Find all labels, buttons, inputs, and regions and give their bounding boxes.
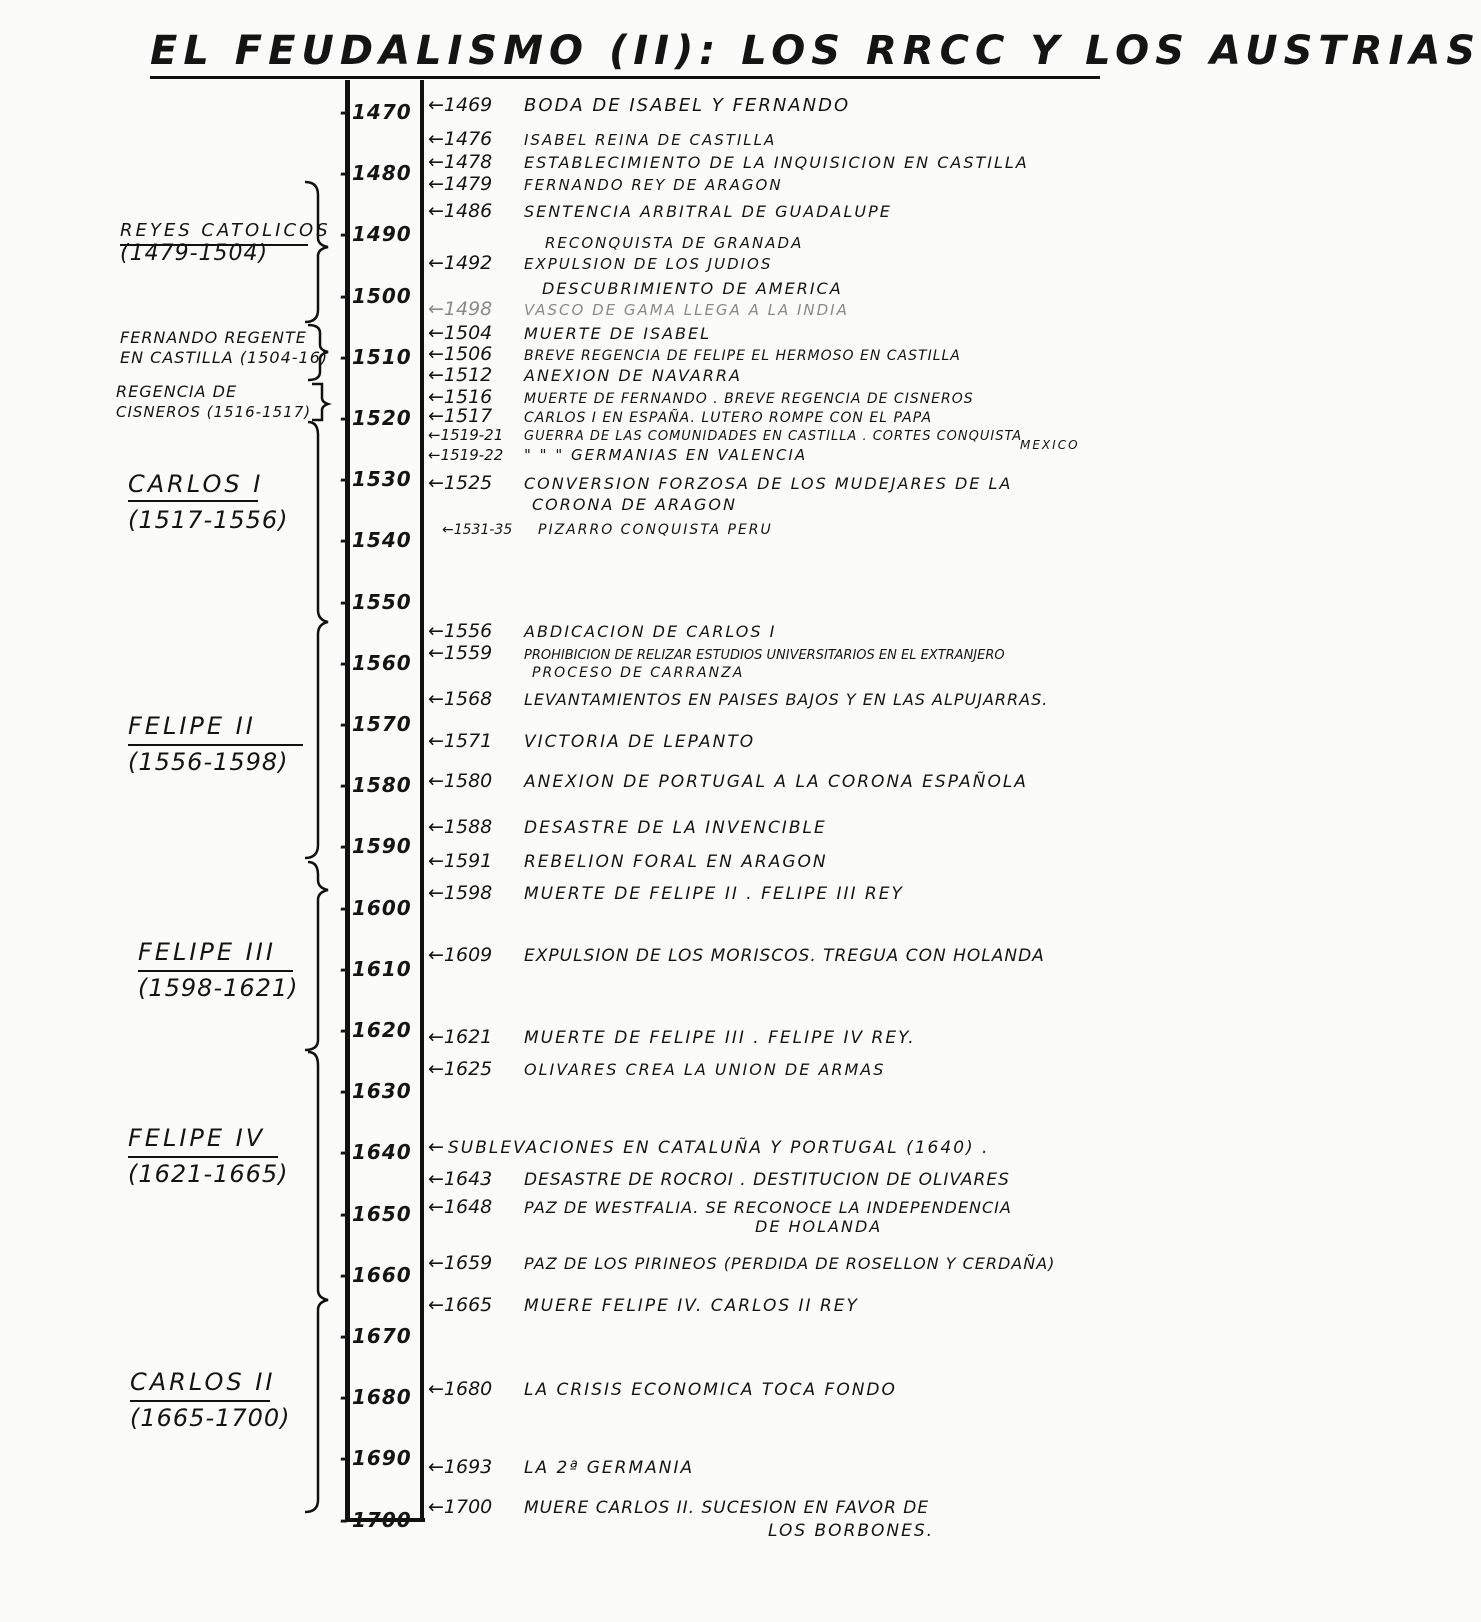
ruler-carlos-i — [128, 470, 368, 534]
decade-label: - 1600 — [342, 896, 424, 920]
event-year: ←1516 — [428, 386, 493, 408]
ruler-name: FELIPE III — [138, 938, 276, 966]
event-year: ←1525 — [428, 472, 493, 494]
event-year: ←1643 — [428, 1168, 493, 1190]
event-year: ←1571 — [428, 730, 493, 752]
event-text: REBELION FORAL EN ARAGON — [524, 852, 828, 872]
event-year: ←1559 — [428, 642, 493, 664]
ruler-name: CARLOS I — [128, 470, 264, 498]
decade-label: - 1470 — [342, 100, 424, 124]
event-1609 — [428, 944, 1045, 967]
event-text: SENTENCIA ARBITRAL DE GUADALUPE — [524, 202, 892, 221]
event-1693 — [428, 1456, 694, 1479]
ruler-dates: (1665-1700) — [130, 1404, 291, 1432]
ruler-name: REYES CATOLICOS — [120, 220, 331, 241]
event-text: CARLOS I EN ESPAÑA. LUTERO ROMPE CON EL PAPA — [524, 410, 933, 426]
event-year: ←1693 — [428, 1456, 493, 1478]
event-year: ←1588 — [428, 816, 493, 838]
event-year: ←1659 — [428, 1252, 493, 1274]
event-year: ←1531-35 — [442, 522, 513, 538]
event-text: PAZ DE WESTFALIA. SE RECONOCE LA INDEPENDENCIA — [524, 1198, 1012, 1217]
event-1486 — [428, 200, 892, 223]
ruler-dates: (1621-1665) — [128, 1160, 289, 1188]
ruler-underline — [128, 500, 258, 502]
ruler-reyes-catolicos — [120, 220, 360, 266]
event-text: DESASTRE DE ROCROI . DESTITUCION DE OLIVARES — [524, 1170, 1010, 1190]
event-year: ←1486 — [428, 200, 493, 222]
ruler-dates: CISNEROS (1516-1517) — [116, 403, 312, 421]
event-year: ←1512 — [428, 364, 493, 386]
event-continuation: DE HOLANDA — [755, 1217, 883, 1236]
event-text: LA 2ª GERMANIA — [524, 1458, 695, 1478]
event-1643 — [428, 1168, 1010, 1191]
decade-label: - 1690 — [342, 1446, 424, 1470]
ruler-dates: (1517-1556) — [128, 506, 289, 534]
event-year: ←1609 — [428, 944, 493, 966]
event-1588 — [428, 816, 827, 839]
decade-label: - 1650 — [342, 1202, 424, 1226]
event-1665 — [428, 1294, 859, 1317]
event-text: VASCO DE GAMA LLEGA A LA INDIA — [524, 301, 849, 319]
event-year: ←1469 — [428, 94, 493, 116]
event-1659 — [428, 1252, 1055, 1275]
decade-label: - 1520 — [342, 406, 424, 430]
event-1598 — [428, 882, 904, 905]
event-text: BODA DE ISABEL Y FERNANDO — [524, 95, 851, 116]
event-continuation: RECONQUISTA DE GRANADA — [545, 234, 804, 252]
event-text: ANEXION DE PORTUGAL A LA CORONA ESPAÑOLA — [524, 772, 1028, 792]
ruler-underline — [138, 970, 293, 972]
ruler-dates: EN CASTILLA (1504-16) — [120, 348, 329, 367]
event-year: ←1478 — [428, 151, 493, 173]
event-1479 — [428, 173, 783, 196]
event-1700 — [428, 1496, 929, 1519]
event-year: ←1700 — [428, 1496, 493, 1518]
event-1571 — [428, 730, 755, 753]
event-year: ←1517 — [428, 405, 493, 427]
event-1591 — [428, 850, 828, 873]
event-year: ←1665 — [428, 1294, 493, 1316]
ruler-name: FERNANDO REGENTE — [120, 328, 307, 347]
decade-label: - 1620 — [342, 1018, 424, 1042]
decade-label: - 1560 — [342, 651, 424, 675]
decade-label: - 1660 — [342, 1263, 424, 1287]
event-year: ←1498 — [428, 298, 493, 320]
event-1648 — [428, 1196, 1012, 1219]
event-1621 — [428, 1026, 916, 1049]
event-1625 — [428, 1058, 885, 1081]
decade-label: - 1570 — [342, 712, 424, 736]
event-text: PAZ DE LOS PIRINEOS (PERDIDA DE ROSELLON Y CERDAÑA) — [524, 1254, 1056, 1273]
event-1478 — [428, 151, 1029, 174]
event-1580 — [428, 770, 1028, 793]
ruler-regencia-cisneros — [116, 382, 356, 422]
event-1498 — [428, 298, 849, 321]
event-year: ←1591 — [428, 850, 493, 872]
event-year: ←1598 — [428, 882, 493, 904]
ruler-underline — [128, 1156, 278, 1158]
ruler-name: REGENCIA DE — [116, 382, 238, 401]
event-1568 — [428, 688, 1048, 711]
event-year: ←1680 — [428, 1378, 493, 1400]
ruler-name: FELIPE IV — [128, 1124, 266, 1152]
decade-label: - 1530 — [342, 467, 424, 491]
event-text: BREVE REGENCIA DE FELIPE EL HERMOSO EN CASTILLA — [524, 348, 961, 364]
event-text: PROHIBICION DE RELIZAR ESTUDIOS UNIVERSITARIOS EN EL EXTRANJERO — [524, 648, 1005, 663]
event-1469 — [428, 94, 850, 117]
event-1680 — [428, 1378, 897, 1401]
event-1519-22 — [428, 444, 807, 466]
event-text: SUBLEVACIONES EN CATALUÑA Y PORTUGAL (1640) . — [448, 1138, 990, 1158]
event-text: MUERE CARLOS II. SUCESION EN FAVOR DE — [524, 1498, 930, 1518]
ruler-name: FELIPE II — [128, 712, 256, 740]
ruler-dates: (1556-1598) — [128, 748, 289, 776]
event-continuation: LOS BORBONES. — [768, 1521, 935, 1541]
event-text: MUERTE DE FERNANDO . BREVE REGENCIA DE CISNEROS — [524, 391, 974, 407]
event-year: ←1492 — [428, 252, 493, 274]
event-text: " " " GERMANIAS EN VALENCIA — [524, 446, 808, 464]
decade-label: - 1550 — [342, 590, 424, 614]
event-year: ←1519-22 — [428, 446, 504, 464]
event-1504 — [428, 322, 711, 345]
event-year: ←1506 — [428, 343, 493, 365]
event-text: MUERE FELIPE IV. CARLOS II REY — [524, 1296, 859, 1316]
decade-label: - 1510 — [342, 345, 424, 369]
event-year: ←1556 — [428, 620, 493, 642]
decade-label: - 1640 — [342, 1140, 424, 1164]
event-text: DESASTRE DE LA INVENCIBLE — [524, 818, 827, 838]
decade-label: - 1500 — [342, 284, 424, 308]
event-continuation: DESCUBRIMIENTO DE AMERICA — [542, 279, 843, 298]
event-text: MUERTE DE ISABEL — [524, 324, 712, 343]
event-text: GUERRA DE LAS COMUNIDADES EN CASTILLA . CORTES CONQUISTA — [524, 429, 1023, 444]
decade-label: - 1490 — [342, 222, 424, 246]
ruler-underline — [130, 1400, 270, 1402]
decade-label: - 1680 — [342, 1385, 424, 1409]
decade-label: - 1630 — [342, 1079, 424, 1103]
event-text: LA CRISIS ECONOMICA TOCA FONDO — [524, 1380, 897, 1400]
event-year: ← — [428, 1136, 444, 1158]
event-1512 — [428, 364, 742, 387]
decade-label: - 1540 — [342, 528, 424, 552]
event-continuation: MEXICO — [1020, 438, 1080, 452]
event-text: OLIVARES CREA LA UNION DE ARMAS — [524, 1060, 886, 1079]
decade-label: - 1590 — [342, 834, 424, 858]
event-text: VICTORIA DE LEPANTO — [524, 732, 756, 752]
event-year: ←1504 — [428, 322, 493, 344]
event-year: ←1625 — [428, 1058, 493, 1080]
ruler-dates: (1598-1621) — [138, 974, 299, 1002]
event-text: FERNANDO REY DE ARAGON — [524, 176, 783, 194]
event-1525 — [428, 472, 1012, 495]
page-title: EL FEUDALISMO (II): LOS RRCC Y LOS AUSTRIAS — [150, 28, 1481, 74]
event-1556 — [428, 620, 776, 643]
event-year: ←1519-21 — [428, 426, 504, 444]
event-text: EXPULSION DE LOS JUDIOS — [524, 255, 773, 273]
decade-label: - 1610 — [342, 957, 424, 981]
event-text: ESTABLECIMIENTO DE LA INQUISICION EN CASTILLA — [524, 153, 1029, 172]
ruler-dates: (1479-1504) — [120, 241, 269, 266]
ruler-fernando-regente — [120, 328, 360, 368]
event-1492 — [428, 252, 772, 275]
event-text: PIZARRO CONQUISTA PERU — [538, 522, 773, 538]
decade-label: - 1700 — [342, 1508, 424, 1532]
event-year: ←1568 — [428, 688, 493, 710]
event-text: LEVANTAMIENTOS EN PAISES BAJOS Y EN LAS ALPUJARRAS. — [524, 690, 1049, 709]
ruler-underline — [120, 244, 308, 246]
event-continuation: CORONA DE ARAGON — [532, 495, 737, 514]
ruler-name: CARLOS II — [130, 1368, 276, 1396]
event-continuation: PROCESO DE CARRANZA — [532, 665, 745, 681]
event-year: ←1621 — [428, 1026, 493, 1048]
event-year: ←1476 — [428, 128, 493, 150]
event-text: CONVERSION FORZOSA DE LOS MUDEJARES DE LA — [524, 474, 1013, 493]
ruler-underline — [128, 744, 303, 746]
decade-label: - 1670 — [342, 1324, 424, 1348]
event-1531-35 — [428, 518, 773, 541]
decade-label: - 1580 — [342, 773, 424, 797]
brace-felipe-iii — [305, 1052, 328, 1512]
decade-label: - 1480 — [342, 161, 424, 185]
event-year: ←1580 — [428, 770, 493, 792]
event-text: EXPULSION DE LOS MORISCOS. TREGUA CON HOLANDA — [524, 946, 1045, 966]
event-year: ←1479 — [428, 173, 493, 195]
event-1476 — [428, 128, 776, 151]
event-text: MUERTE DE FELIPE III . FELIPE IV REY. — [524, 1028, 916, 1048]
event-text: MUERTE DE FELIPE II . FELIPE III REY — [524, 884, 904, 904]
event-text: ANEXION DE NAVARRA — [524, 366, 742, 385]
event-text: ISABEL REINA DE CASTILLA — [524, 131, 777, 149]
event-text: ABDICACION DE CARLOS I — [524, 622, 777, 641]
event-year: ←1648 — [428, 1196, 493, 1218]
event-1640 — [428, 1136, 989, 1159]
